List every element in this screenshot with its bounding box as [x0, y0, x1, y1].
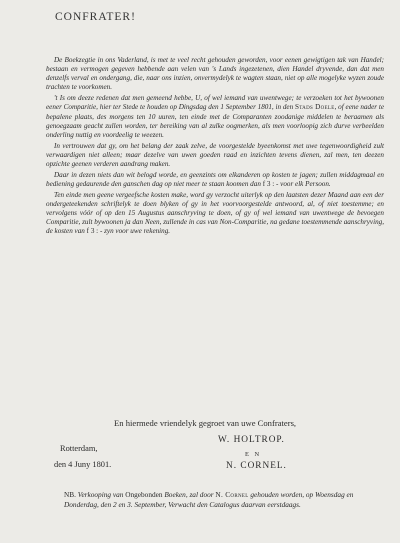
signatory-conjunction: E N [245, 451, 262, 458]
text-segment: , of eene nader te bepalene plaats, des morgens ten 10 uuren, ten einde met de Comparanten zoodanige middelen te beraamen als genoegzaam geacht zullen worden, ter bereiking van al zulke oogmerken, als men voorloopig zich durve verbeelden onderling nuttig en voordeelig te weezen. [46, 103, 384, 139]
closing-greeting: En hiermede vriendelyk gegroet van uwe Confraters, [114, 418, 297, 428]
paragraph-1 [46, 56, 384, 93]
closing-place: Rotterdam, [60, 444, 98, 453]
text-segment: , is met te veel recht gehouden geworden, voor eenen gewigtigen tak van Handel; bestaan en vermogen gegeven hebbende aan velen van 's Lands ingezetenen, dien Handel dryvende, dan dat men denzelfs verval en ondergang, die, naar ons inzien, onvermydelyk te wagten staan, niet op alle mogelyke wyzen zoude trachten te voorkomen. [46, 56, 384, 92]
signatory-cornel: N. CORNEL. [226, 461, 287, 471]
text-segment: Ten einde men geene vergeefsche kosten make, word gy verzocht uiterlyk op den laatsten dezer Maand aan een der ondergeteekenden schriftelyk te doen blyken of gy in het voorvoorgestelde antwoord, al, of niet toestemme; en vervolgens vóór of op den 15 Augustus aanschryving te doen, of gy of wel iemand van uwentwege de bevoegen Comparitie, zult bywoonen ja dan Neen, zullende in cas van Non-Comparitie, na gedane toestemmende aanschryving, de kosten van [46, 190, 384, 236]
signatory-holtrop: W. HOLTROP. [218, 435, 285, 445]
nota-bene-note [64, 490, 370, 509]
text-segment: Verkooping van [77, 490, 126, 499]
text-segment: Vaderland [117, 56, 147, 64]
letter-body [46, 56, 384, 238]
text-segment: De [54, 56, 65, 64]
salutation: CONFRATER! [55, 11, 136, 23]
text-segment: NB. [64, 490, 78, 499]
text-segment: Ongebonden [125, 490, 165, 499]
text-segment: Stads Doele [294, 103, 335, 112]
text-segment: f 3 : [262, 179, 275, 188]
text-segment: Daar in dezen niets dan wit belogd worde, en geenzints om elkanderen op kosten te jagen; zullen middagmaal en bediening gedaurende den ganschen dag op niet meer te staan koomen dan [46, 170, 384, 188]
text-segment: 't Is om deeze redenen dat men gemeend hebbe, U, of wel iemand van uwentwege; te verzoeken tot het bywoonen eener Comparitie, hier ter Stede te houden op Dingsdag den 1 September 1801, in den [46, 94, 384, 112]
text-segment: f 3 : [86, 227, 99, 236]
text-segment: - zyn voor uwe rekening. [98, 227, 171, 236]
text-segment: In vertrouwen dat gy, om het belang der zaak zelve, de voorgestelde byeenkomst met uwe tegenwoordigheid zult verwaardigen niet alleen; maar dezelve van uwen goeden raad en inzichten tevens dienen, zal men, ten deezen opzichte geenen verderen aandrang maken. [46, 141, 384, 168]
text-segment: Boeken, zal door [164, 490, 216, 499]
paragraph-4 [46, 171, 384, 189]
text-segment: Boekzegtie in ons [64, 56, 118, 64]
paragraph-2 [46, 94, 384, 140]
closing-date: den 4 Juny 1801. [54, 460, 112, 469]
paragraph-5 [46, 191, 384, 237]
paragraph-3 [46, 142, 384, 169]
text-segment: - voor elk Persoon. [274, 179, 331, 188]
text-segment: gehouden worden, op Woensdag en Donderdag, den 2 en 3. September, Verwacht den Catalogus daarvan eerstdaags. [64, 490, 354, 509]
text-segment: N. Cornel [215, 490, 249, 499]
